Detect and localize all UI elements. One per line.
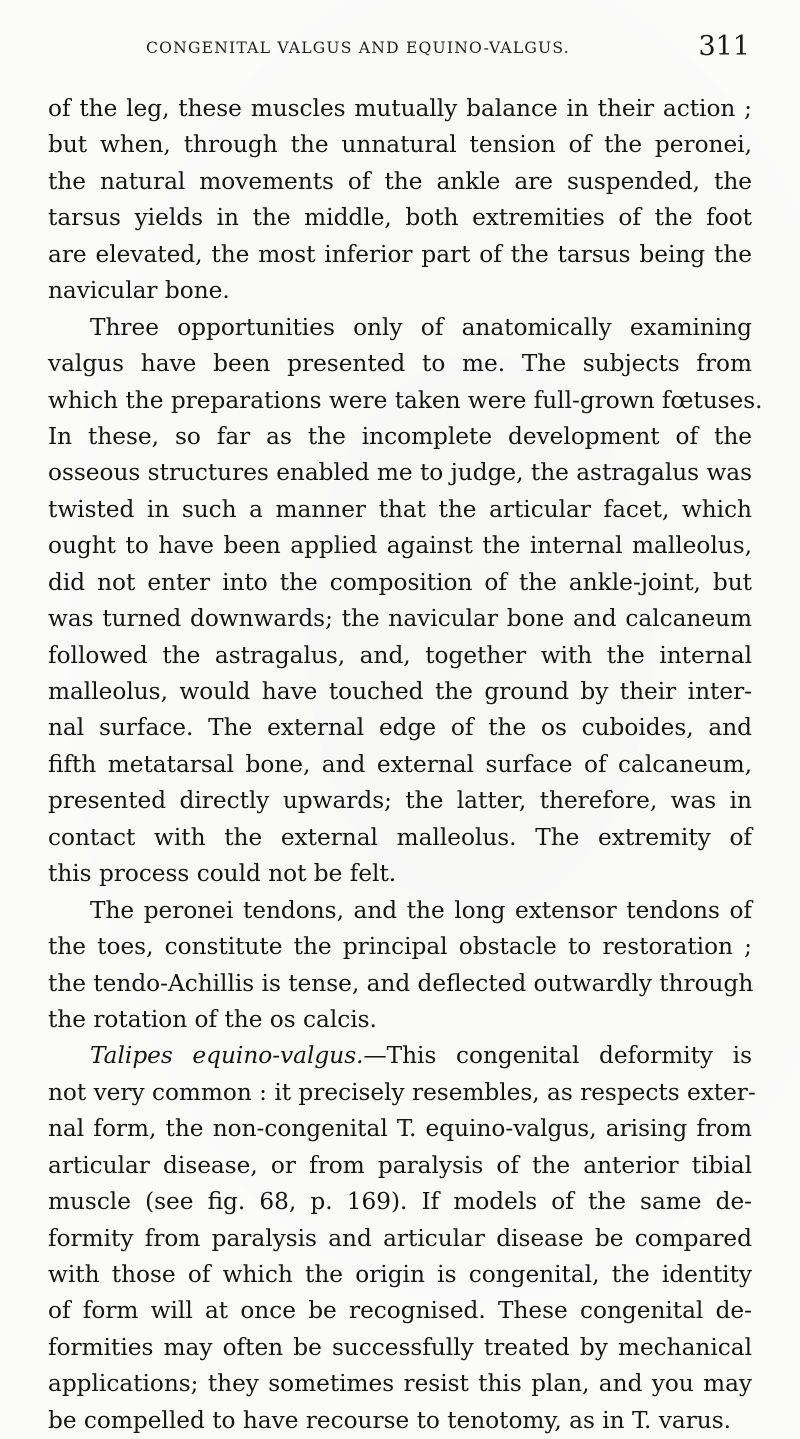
text-line: malleolus, would have touched the ground by their inter-: [48, 678, 752, 705]
text-line: applications; they sometimes resist this plan, and you may: [48, 1370, 752, 1398]
text-line: with those of which the origin is congenital, the identity: [48, 1261, 752, 1288]
page-number: 311: [698, 31, 750, 62]
text-line: osseous structures enabled me to judge, the astragalus was: [48, 459, 753, 487]
text-line: the rotation of the os calcis.: [48, 1005, 377, 1033]
text-line: be compelled to have recourse to tenotomy, as in T. varus.: [48, 1406, 731, 1434]
text-line: tarsus yields in the middle, both extremities of the foot: [48, 204, 752, 232]
text-line-with-heading: [48, 1038, 752, 1074]
text-line: contact with the external malleolus. The extremity of: [48, 823, 752, 851]
text-line: the natural movements of the ankle are suspended, the: [48, 167, 752, 195]
text-line: In these, so far as the incomplete development of the: [48, 422, 752, 450]
text-line: the toes, constitute the principal obstacle to restoration ;: [48, 933, 752, 961]
text-line: are elevated, the most inferior part of the tarsus being the: [48, 240, 752, 268]
text-line: this process could not be felt.: [48, 860, 397, 888]
page-header: [48, 30, 752, 70]
body-text: [48, 91, 763, 1439]
text-line: articular disease, or from paralysis of the anterior tibial: [48, 1151, 752, 1179]
text-line: of form will at once be recognised. These congenital de-: [48, 1297, 752, 1325]
text-line: valgus have been presented to me. The subjects from: [48, 350, 752, 378]
section-heading: Talipes equino-valgus.: [90, 1042, 364, 1070]
heading-dash: —: [363, 1042, 387, 1070]
text-line: followed the astragalus, and, together with the internal: [48, 641, 752, 669]
text-line: fifth metatarsal bone, and external surface of calcaneum,: [48, 750, 752, 778]
text-line: which the preparations were taken were full-grown fœtuses.: [48, 386, 763, 414]
text-line: navicular bone.: [48, 277, 230, 305]
text-line: muscle (see fig. 68, p. 169). If models of the same de-: [48, 1188, 752, 1216]
text-line: did not enter into the composition of the ankle-joint, but: [48, 568, 752, 596]
text-line-rest: This congenital deformity is: [386, 1042, 752, 1070]
text-line: not very common : it precisely resembles, as respects exter-: [48, 1078, 756, 1106]
text-line: formities may often be successfully treated by mechanical: [48, 1333, 752, 1361]
text-line: of the leg, these muscles mutually balance in their action ;: [48, 95, 752, 122]
text-line: Three opportunities only of anatomically examining: [90, 313, 752, 341]
text-line: formity from paralysis and articular disease be compared: [48, 1224, 752, 1252]
text-line: the tendo-Achillis is tense, and deflected outwardly through: [48, 969, 754, 997]
text-line: The peronei tendons, and the long extensor tendons of: [90, 896, 752, 924]
text-line: nal surface. The external edge of the os cuboides, and: [48, 714, 752, 742]
text-line: ought to have been applied against the internal malleolus,: [48, 532, 752, 560]
text-line: but when, through the unnatural tension of the peronei,: [48, 131, 752, 159]
text-line: nal form, the non-congenital T. equino-valgus, arising from: [48, 1115, 752, 1143]
running-head: CONGENITAL VALGUS AND EQUINO-VALGUS.: [146, 39, 570, 57]
text-line: twisted in such a manner that the articular facet, which: [48, 495, 752, 523]
text-line: presented directly upwards; the latter, therefore, was in: [48, 787, 752, 815]
text-line: was turned downwards; the navicular bone and calcaneum: [48, 605, 752, 633]
